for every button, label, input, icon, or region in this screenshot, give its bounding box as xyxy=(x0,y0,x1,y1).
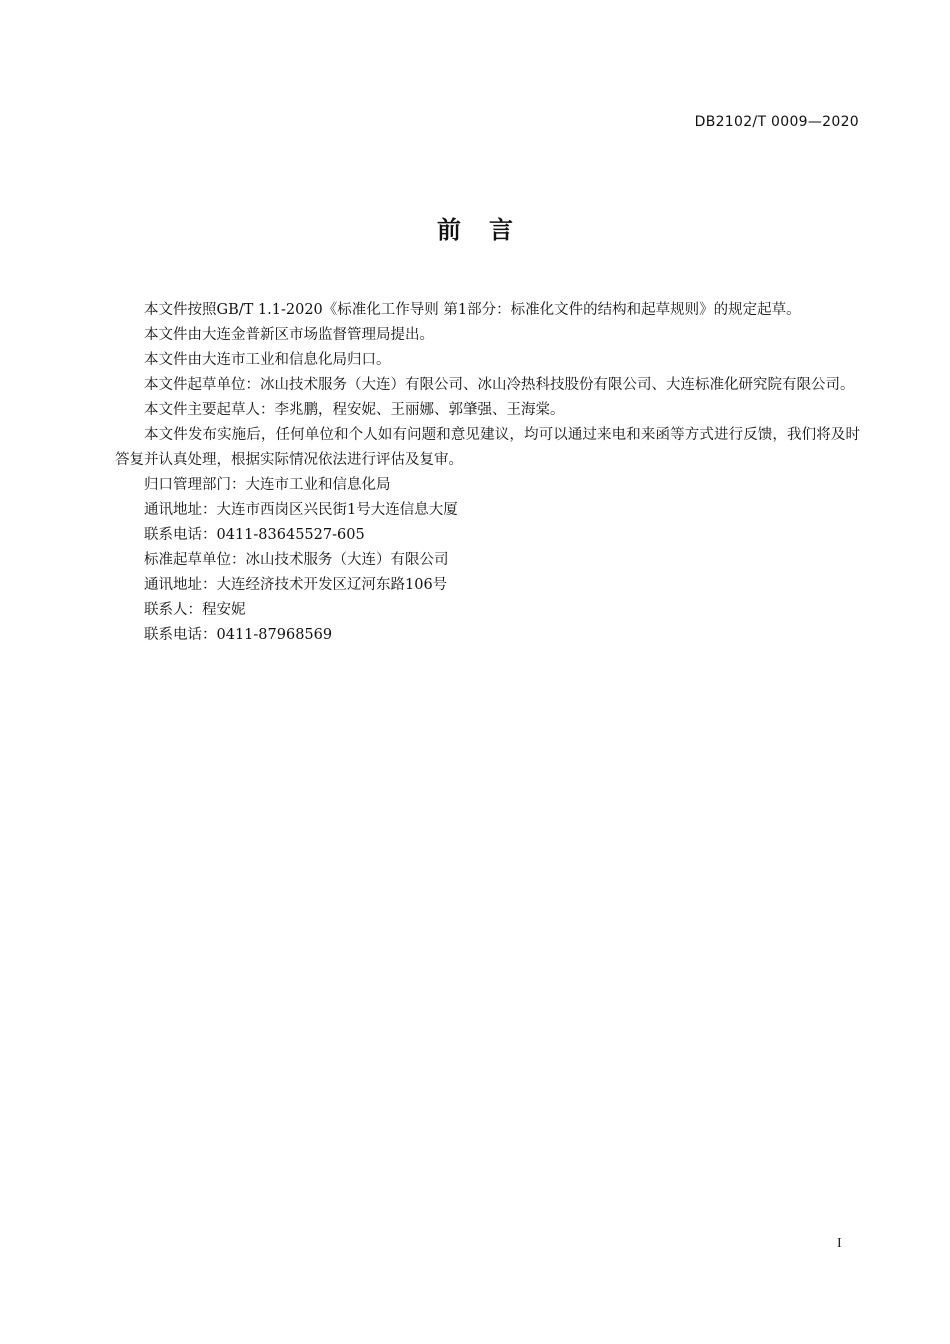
document-number: DB2102/T 0009—2020 xyxy=(694,114,859,130)
page-number: I xyxy=(837,1236,842,1251)
page-title: 前言 xyxy=(437,216,541,244)
contact-address-1: 通讯地址：大连市西岗区兴民街1号大连信息大厦 xyxy=(144,502,458,518)
paragraph-main-drafters: 本文件主要起草人：李兆鹏，程安妮、王丽娜、郭肇强、王海棠。 xyxy=(144,402,565,418)
contact-phone-1: 联系电话：0411-83645527-605 xyxy=(144,527,365,543)
contact-phone-2: 联系电话：0411-87968569 xyxy=(144,627,333,643)
contact-person: 联系人：程安妮 xyxy=(144,602,246,618)
contact-address-2: 通讯地址：大连经济技术开发区辽河东路106号 xyxy=(144,577,448,593)
contact-department: 归口管理部门：大连市工业和信息化局 xyxy=(144,477,391,493)
paragraph-proposer: 本文件由大连金普新区市场监督管理局提出。 xyxy=(144,327,434,343)
paragraph-drafting-units: 本文件起草单位：冰山技术服务（大连）有限公司、冰山冷热科技股份有限公司、大连标准化研究院有限公司。 xyxy=(144,377,855,393)
foreword-body xyxy=(115,298,860,648)
paragraph-feedback: 本文件发布实施后，任何单位和个人如有问题和意见建议，均可以通过来电和来函等方式进行反馈，我们将及时答复并认真处理，根据实际情况依法进行评估及复审。 xyxy=(115,427,860,468)
drafting-unit: 标准起草单位：冰山技术服务（大连）有限公司 xyxy=(144,552,449,568)
paragraph-standard-basis: 本文件按照GB/T 1.1-2020《标准化工作导则 第1部分：标准化文件的结构和起草规则》的规定起草。 xyxy=(144,302,801,318)
paragraph-centralized-unit: 本文件由大连市工业和信息化局归口。 xyxy=(144,352,391,368)
